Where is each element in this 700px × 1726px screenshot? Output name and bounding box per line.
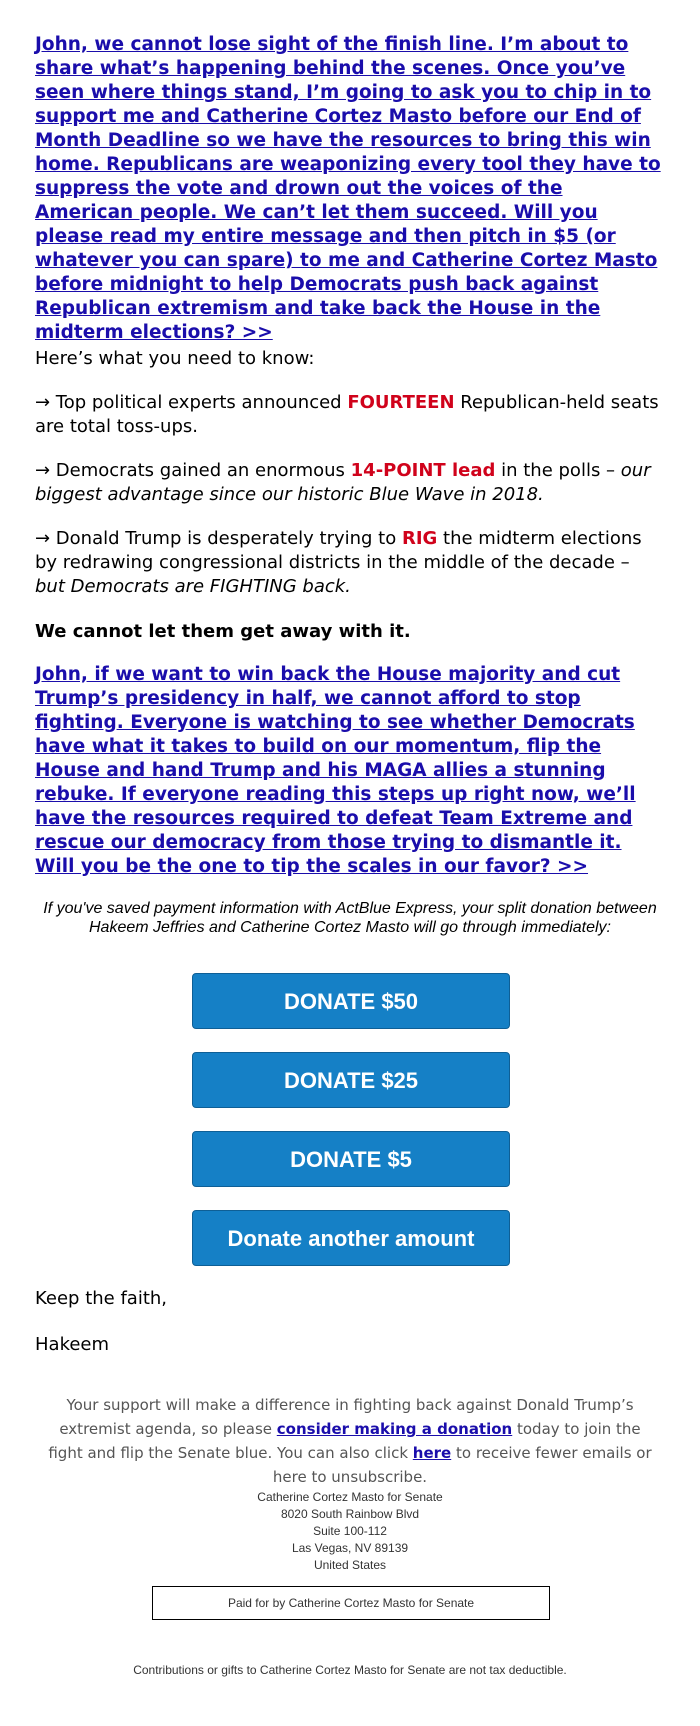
donate-other-amount-button[interactable]: Donate another amount: [192, 1210, 510, 1266]
bullet-1-post: Republican-held seats are total toss-ups.: [35, 392, 659, 437]
footer-text-1: Your support will make a difference in fighting back against Donald Trump’s extremist agenda, so please: [59, 1396, 634, 1438]
donate-5-button[interactable]: DONATE $5: [192, 1131, 510, 1187]
paid-for-box: Paid for by Catherine Cortez Masto for Senate: [152, 1586, 550, 1620]
bullet-1-pre: → Top political experts announced: [35, 392, 348, 413]
address-line: 8020 South Rainbow Blvd: [280, 1507, 420, 1521]
footer-donation-link[interactable]: consider making a donation: [276, 1420, 513, 1438]
second-donate-link[interactable]: John, if we want to win back the House majority and cut Trump’s presidency in half, we cannot afford to stop fighting. Everyone is watching to see whether Democrats have what it takes to build on our momentum, flip the House and hand Trump and his MAGA allies a stunning rebuke. If everyone reading this steps up right now, we’ll have the resources required to defeat Team Extreme and rescue our democracy from those trying to dismantle it. Will you be the one to tip the scales in our favor? >>: [35, 664, 636, 877]
address-line: Catherine Cortez Masto for Senate: [257, 1490, 443, 1504]
bullet-3-pre: → Donald Trump is desperately trying to: [35, 528, 402, 549]
signoff: Keep the faith,: [35, 1288, 168, 1309]
actblue-note: If you've saved payment information with ActBlue Express, your split donation between Hakeem Jeffries and Catherine Cortez Masto will go through immediately:: [43, 900, 657, 936]
bullet-2: [35, 459, 665, 507]
bullet-2-italic: our biggest advantage since our historic Blue Wave in 2018.: [35, 460, 651, 505]
donate-50-button[interactable]: DONATE $50: [192, 973, 510, 1029]
bullet-2-pre: → Democrats gained an enormous: [35, 460, 351, 481]
footer-fewer-emails-link[interactable]: here: [412, 1444, 452, 1462]
bullet-2-post: in the polls –: [495, 460, 621, 481]
address-line: Suite 100-112: [313, 1524, 387, 1538]
bullet-1: [35, 391, 665, 439]
mailing-address: [35, 1489, 665, 1574]
bullet-3-post: the midterm elections by redrawing congressional districts in the middle of the decade –: [35, 528, 642, 573]
footer-text-2: today to join the fight and flip the Senate blue. You can also click: [48, 1420, 641, 1462]
bold-statement: We cannot let them get away with it.: [35, 621, 411, 642]
footer-text-3: to receive fewer emails or here to unsubscribe.: [272, 1444, 652, 1486]
bullet-1-emphasis: FOURTEEN: [347, 392, 455, 413]
bullet-3: [35, 527, 665, 599]
address-line: United States: [313, 1558, 387, 1572]
bullet-2-emphasis: 14-POINT lead: [350, 460, 496, 481]
signature: Hakeem: [35, 1334, 110, 1355]
intro-text: Here’s what you need to know:: [35, 348, 315, 369]
bullet-3-italic: but Democrats are FIGHTING back.: [35, 576, 351, 597]
donate-25-button[interactable]: DONATE $25: [192, 1052, 510, 1108]
tax-disclaimer: Contributions or gifts to Catherine Cortez Masto for Senate are not tax deductible.: [133, 1663, 567, 1677]
footer-paragraph: [45, 1393, 655, 1489]
address-line: Las Vegas, NV 89139: [291, 1541, 409, 1555]
bullet-3-emphasis: RIG: [401, 528, 438, 549]
lead-donate-link[interactable]: John, we cannot lose sight of the finish line. I’m about to share what’s happening behind the scenes. Once you’ve seen where things stand, I’m going to ask you to chip in to support me and Catherine Cortez Masto before our End of Month Deadline so we have the resources to bring this win home. Republicans are weaponizing every tool they have to suppress the vote and drown out the voices of the American people. We can’t let them succeed. Will you please read my entire message and then pitch in $5 (or whatever you can spare) to me and Catherine Cortez Masto before midnight to help Democrats push back against Republican extremism and take back the House in the midterm elections? >>: [35, 34, 661, 343]
